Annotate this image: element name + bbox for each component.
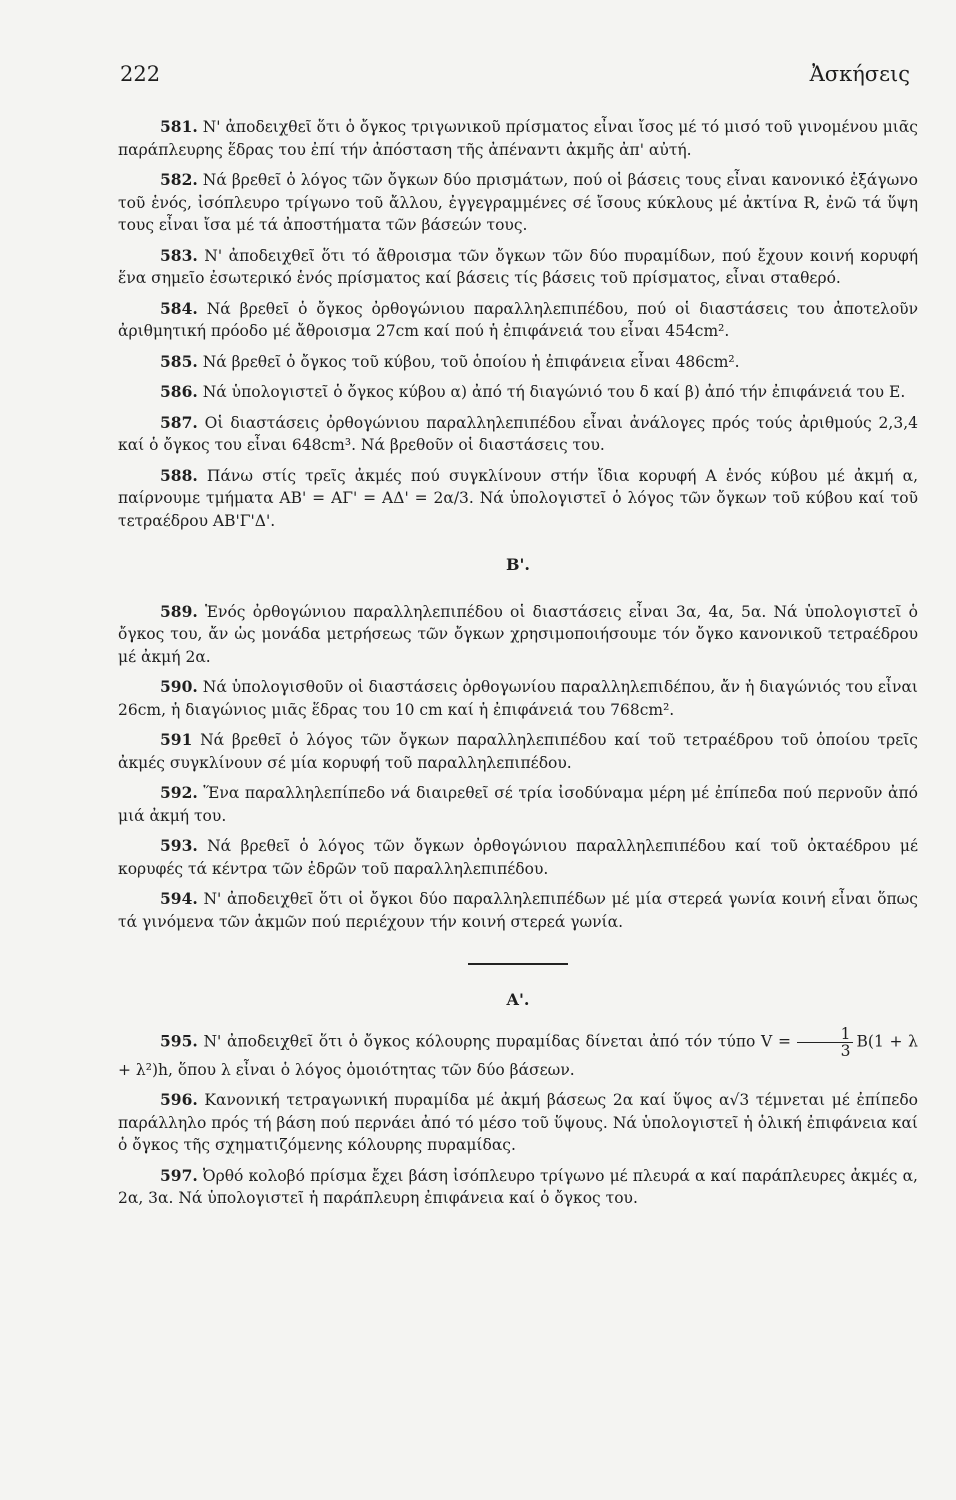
exercise-item xyxy=(118,412,918,457)
exercise-text: Νά βρεθεῖ ὁ λόγος τῶν ὄγκων παραλληλεπιπέδου καί τοῦ τετραέδρου τοῦ ὁποίου τρεῖς ἀκμές συγκλίνουν σέ μία κορυφή τοῦ παραλληλεπιπέδου. xyxy=(118,731,918,772)
exercise-text: Νά ὑπολογισθοῦν οἱ διαστάσεις ὀρθογωνίου παραλληλεπιδέπου, ἄν ἡ διαγώνιός του εἶναι 26cm, ἡ διαγώνιος μιᾶς ἕδρας του 10 cm καί ἡ ἐπιφάνειά του 768cm². xyxy=(118,678,918,719)
fraction xyxy=(797,1026,853,1059)
exercise-number: 590. xyxy=(160,677,198,696)
exercise-text: Νά βρεθεῖ ὁ λόγος τῶν ὄγκων ὀρθογώνιου παραλληλεπιπέδου καί τοῦ ὀκταέδρου μέ κορυφές τά κέντρα τῶν ἑδρῶν τοῦ παραλληλεπιπέδου. xyxy=(118,837,918,878)
exercise-group-top xyxy=(118,116,918,532)
exercise-item xyxy=(118,888,918,933)
exercise-group-a xyxy=(118,1089,918,1210)
chapter-title: Ἀσκήσεις xyxy=(809,62,910,86)
exercise-text: Νά βρεθεῖ ὁ ὄγκος ὀρθογώνιου παραλληλεπιπέδου, πού οἱ διαστάσεις του ἀποτελοῦν ἀριθμητική πρόοδο μέ ἄθροισμα 27cm καί πού ἡ ἐπιφάνειά του εἶναι 454cm². xyxy=(118,299,918,340)
exercise-item xyxy=(118,351,918,374)
exercise-text: Ν' ἀποδειχθεῖ ὅτι οἱ ὄγκοι δύο παραλληλεπιπέδων μέ μία στερεά γωνία κοινή εἶναι ὅπως τά γινόμενα τῶν ἀκμῶν πού περιέχουν τήν κοινή στερεά γωνία. xyxy=(118,890,918,931)
exercise-number: 587. xyxy=(160,412,198,432)
exercise-text: Ἕνα παραλληλεπίπεδο νά διαιρεθεῖ σέ τρία ἰσοδύναμα μέρη μέ ἐπίπεδα πού περνοῦν ἀπό μιά ἀκμή του. xyxy=(118,784,918,825)
exercise-item xyxy=(118,245,918,290)
exercise-text: Β(1 + λ + λ²)h, ὅπου λ εἶναι ὁ λόγος ὁμοιότητας τῶν δύο βάσεων. xyxy=(118,1032,919,1079)
exercise-text: Οἱ διαστάσεις ὀρθογώνιου παραλληλεπιπέδου εἶναι ἀνάλογες πρός τούς ἀριθμούς 2,3,4 καί ὁ ὄγκος του εἶναι 648cm³. Νά βρεθοῦν οἱ διαστάσεις του. xyxy=(118,413,918,454)
fraction-numerator: 1 xyxy=(797,1026,853,1043)
exercise-text: Κανονική τετραγωνική πυραμίδα μέ ἀκμή βάσεως 2α καί ὕψος α√3 τέμνεται μέ ἐπίπεδο παράλληλο πρός τή βάση πού περνάει ἀπό τό μέσο τοῦ ὕψους. Νά ὑπολογιστεῖ ἡ ὁλική ἐπιφάνεια καί ὁ ὄγκος τῆς σχηματιζόμενης κόλουρης πυραμίδας. xyxy=(118,1091,918,1154)
page-number: 222 xyxy=(120,62,161,86)
section-divider xyxy=(468,963,568,965)
exercise-text: Ν' ἀποδειχθεῖ ὅτι ὁ ὄγκος τριγωνικοῦ πρίσματος εἶναι ἴσος μέ τό μισό τοῦ γινομένου μιᾶς παράπλευρης ἕδρας του ἐπί τήν ἀπόσταση τῆς ἀπέναντι ἀκμῆς ἀπ' αὐτή. xyxy=(118,118,918,159)
exercise-list xyxy=(118,116,918,1218)
exercise-item xyxy=(118,381,918,404)
exercise-text: Ν' ἀποδειχθεῖ ὅτι ὁ ὄγκος κόλουρης πυραμίδας δίνεται ἀπό τόν τύπο V = xyxy=(203,1032,791,1050)
exercise-number: 597. xyxy=(160,1165,198,1185)
exercise-group-b xyxy=(118,601,918,934)
exercise-number: 594. xyxy=(160,889,198,908)
exercise-text: Πάνω στίς τρεῖς ἀκμές πού συγκλίνουν στήν ἴδια κορυφή Α ἑνός κύβου μέ ἀκμή α, παίρνουμε τμήματα ΑΒ' = ΑΓ' = ΑΔ' = 2α/3. Νά ὑπολογιστεῖ ὁ λόγος τῶν ὄγκων τοῦ κύβου καί τοῦ τετραέδρου ΑΒ'Γ'Δ'. xyxy=(118,466,918,530)
exercise-text: Ὀρθό κολοβό πρίσμα ἔχει βάση ἰσόπλευρο τρίγωνο μέ πλευρά α καί παράπλευρες ἀκμές α, 2α, 3α. Νά ὑπολογιστεῖ ἡ παράπλευρη ἐπιφάνεια καί ὁ ὄγκος του. xyxy=(118,1166,918,1207)
exercise-number: 585. xyxy=(160,351,198,371)
exercise-item xyxy=(118,1165,918,1210)
exercise-item xyxy=(118,116,918,161)
exercise-number: 591 xyxy=(160,730,193,749)
exercise-number: 586. xyxy=(160,382,198,401)
exercise-text: Ἑνός ὀρθογώνιου παραλληλεπιπέδου οἱ διαστάσεις εἶναι 3α, 4α, 5α. Νά ὑπολογιστεῖ ὁ ὄγκος του, ἄν ὡς μονάδα μετρήσεως τῶν ὄγκων χρησιμοποιήσουμε τόν ὄγκο κανονικοῦ τετραέδρου μέ ἀκμή 2α. xyxy=(118,602,918,666)
exercise-number: 583. xyxy=(160,245,198,265)
exercise-number: 592. xyxy=(160,783,198,802)
exercise-text: Νά βρεθεῖ ὁ λόγος τῶν ὄγκων δύο πρισμάτων, πού οἱ βάσεις τους εἶναι κανονικό ἑξάγωνο τοῦ ἑνός, ἰσόπλευρο τρίγωνο τοῦ ἄλλου, ἐγγεγραμμένες σέ ἴσους κύκλους μέ ἀκτίνα R, ἐνῶ τά ὕψη τους εἶναι ἴσα μέ τά ἀποστήματα τῶν βάσεών τους. xyxy=(118,171,918,234)
exercise-item xyxy=(118,835,918,880)
exercise-number: 588. xyxy=(160,465,198,485)
exercise-text: Νά ὑπολογιστεῖ ὁ ὄγκος κύβου α) ἀπό τή διαγώνιό του δ καί β) ἀπό τήν ἐπιφάνειά του Ε. xyxy=(202,383,906,401)
exercise-text: Νά βρεθεῖ ὁ ὄγκος τοῦ κύβου, τοῦ ὁποίου ἡ ἐπιφάνεια εἶναι 486cm². xyxy=(202,352,740,371)
exercise-number: 589. xyxy=(160,601,198,621)
exercise-number: 595. xyxy=(160,1031,198,1050)
exercise-item xyxy=(118,601,918,669)
exercise-number: 596. xyxy=(160,1090,198,1109)
exercise-number: 584. xyxy=(160,298,198,318)
section-heading-a: Α'. xyxy=(506,990,530,1009)
exercise-text: Ν' ἀποδειχθεῖ ὅτι τό ἄθροισμα τῶν ὄγκων τῶν δύο πυραμίδων, πού ἔχουν κοινή κορυφή ἕνα σημεῖο ἐσωτερικό ἑνός πρίσματος καί βάσεις τίς βάσεις τοῦ πρίσματος, εἶναι σταθερό. xyxy=(118,246,918,287)
page-header xyxy=(120,62,910,86)
exercise-number: 582. xyxy=(160,170,198,189)
section-heading-b: Β'. xyxy=(506,555,530,574)
exercise-item xyxy=(118,465,918,533)
exercise-item xyxy=(118,782,918,827)
exercise-item xyxy=(118,729,918,774)
fraction-denominator: 3 xyxy=(840,1041,851,1060)
exercise-item xyxy=(118,169,918,237)
exercise-number: 581. xyxy=(160,117,198,136)
exercise-item xyxy=(118,1026,918,1082)
exercise-item xyxy=(118,298,918,343)
exercise-item xyxy=(118,676,918,721)
exercise-number: 593. xyxy=(160,836,198,855)
exercise-item xyxy=(118,1089,918,1157)
